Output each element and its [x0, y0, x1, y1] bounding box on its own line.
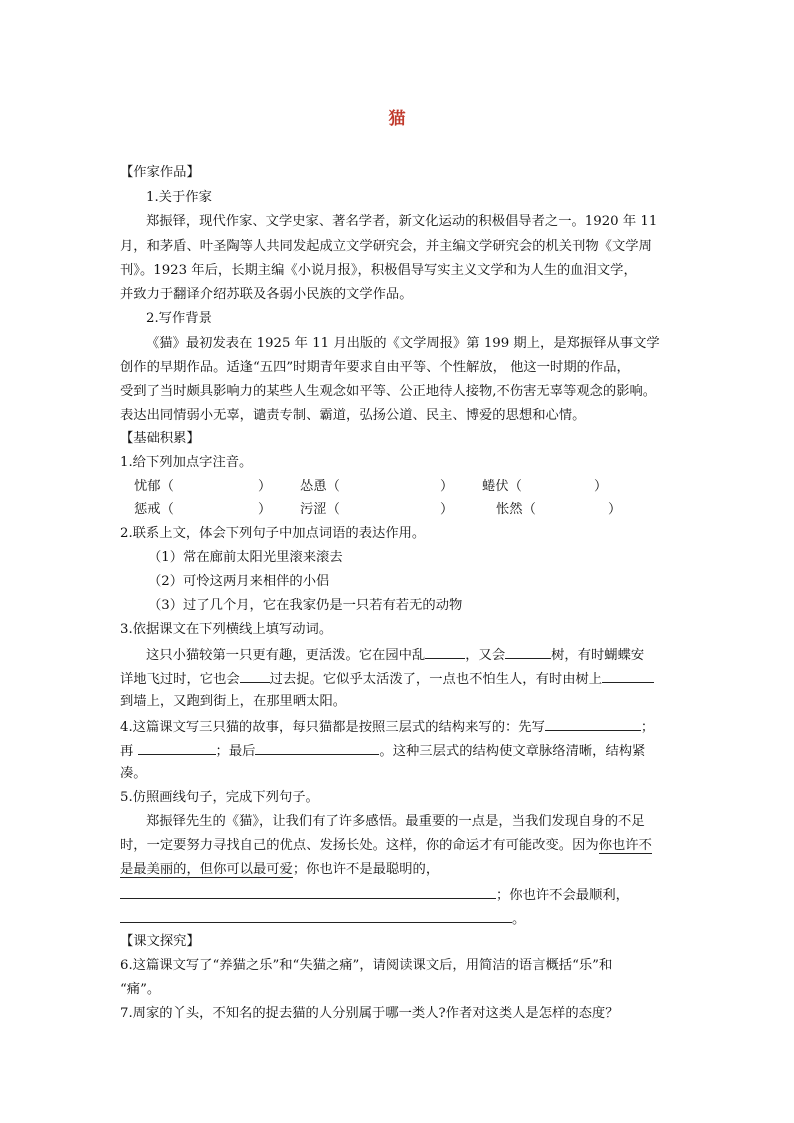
question-4-line: 凑。: [120, 766, 147, 781]
question-2: 2.联系上文，体会下列句子中加点词语的表达作用。: [120, 526, 426, 541]
question-5-text: 时，一定要努力寻找自己的优点、发扬长处。这样，你的命运才有可能改变。因为: [120, 838, 599, 853]
background-paragraph-line: 表达出同情弱小无辜，谴责专制、霸道，弘扬公道、民主、博爱的思想和心情。: [120, 408, 586, 423]
pinyin-word: 蜷伏（: [482, 479, 522, 494]
author-paragraph-line: 月，和茅盾、叶圣陶等人共同发起成立文学研究会，并主编文学研究会的机关刊物《文学周: [120, 239, 652, 254]
pinyin-word: 污涩（: [300, 502, 340, 517]
question-3-text: 这只小猫较第一只更有趣，更活泼。它在园中乱: [146, 648, 426, 663]
section-author-works-heading: 【作家作品】: [120, 165, 200, 180]
question-5-text: 。: [512, 912, 526, 927]
question-1: 1.给下列加点字注音。: [120, 455, 253, 470]
subsection-about-author: 1.关于作家: [146, 190, 212, 205]
model-sentence-underlined: 你也许不: [598, 838, 652, 853]
model-sentence-underlined: 是最美丽的，但你可以最可爱: [120, 862, 293, 877]
answer-blank[interactable]: [240, 668, 270, 683]
question-4-text: 4.这篇课文写三只猫的故事，每只猫都是按照三层式的结构来写的：先写: [120, 720, 545, 735]
question-4-text: ；: [640, 720, 655, 735]
author-paragraph-line: 刊》。1923 年后，长期主编《小说月报》，积极倡导写实主义文学和为人生的血泪文学，: [120, 263, 637, 278]
pinyin-word: 怅然（: [496, 502, 536, 517]
question-5-text: ；你也许不会最顺利，: [496, 888, 629, 903]
pinyin-close: ）: [594, 479, 608, 494]
background-paragraph-line: 《猫》最初发表在 1925 年 11 月出版的《文学周报》第 199 期上，是郑振铎从事文学: [146, 336, 660, 351]
answer-blank[interactable]: [602, 668, 654, 683]
question-5-line: [120, 884, 629, 906]
question-4-line: [120, 716, 654, 738]
question-6-line: 6.这篇课文写了“养猫之乐”和“失猫之痛”，请阅读课文后，用简洁的语言概括“乐”和: [120, 958, 613, 973]
background-paragraph-line: 受到了当时颇具影响力的某些人生观念如平等、公正地待人接物,不伤害无辜等观念的影响。: [120, 384, 657, 399]
pinyin-word: 惩戒（: [134, 502, 174, 517]
pinyin-close: ）: [608, 502, 622, 517]
question-5-line: [120, 908, 525, 930]
answer-blank[interactable]: [138, 740, 216, 755]
question-4-text: 再: [120, 744, 138, 759]
page-title: 猫: [388, 109, 406, 129]
pinyin-close: ）: [258, 502, 272, 517]
question-5: 5.仿照画线句子，完成下列句子。: [120, 790, 319, 805]
pinyin-close: ）: [258, 479, 272, 494]
section-basics-heading: 【基础积累】: [120, 431, 200, 446]
question-2-item: （2）可怜这两月来相伴的小侣: [148, 574, 330, 589]
answer-blank[interactable]: [120, 884, 496, 899]
question-7: 7.周家的丫头，不知名的捉去猫的人分别属于哪一类人?作者对这类人是怎样的态度？: [120, 1006, 619, 1021]
pinyin-close: ）: [440, 502, 454, 517]
answer-blank[interactable]: [255, 740, 379, 755]
question-2-item: （1）常在廊前太阳光里滚来滚去: [148, 550, 343, 565]
question-3-text: 详地飞过时，它也会: [120, 672, 240, 687]
question-3-line: [120, 668, 654, 690]
question-5-text: ；你也许不是最聪明的，: [292, 862, 440, 877]
background-paragraph-line: 创作的早期作品。适逢“五四”时期青年要求自由平等、个性解放， 他这一时期的作品，: [120, 360, 630, 375]
question-4-text: 。这种三层式的结构使文章脉络清晰，结构紧: [379, 744, 646, 759]
question-3-text: ，又会: [465, 648, 506, 663]
author-paragraph-line: 郑振铎，现代作家、文学史家、著名学者，新文化运动的积极倡导者之一。1920 年 11: [146, 214, 658, 229]
author-paragraph-line: 并致力于翻译介绍苏联及各弱小民族的文学作品。: [120, 287, 413, 302]
question-4-line: [120, 740, 645, 762]
pinyin-close: ）: [440, 479, 454, 494]
section-exploration-heading: 【课文探究】: [120, 934, 200, 949]
question-5-line: [120, 860, 439, 880]
question-3: 3.依据课文在下列横线上填写动词。: [120, 622, 333, 637]
question-6-line: “痛”。: [120, 982, 161, 997]
subsection-background: 2.写作背景: [146, 311, 212, 326]
question-5-line: 郑振铎先生的《猫》，让我们有了许多感悟。最重要的一点是，当我们发现自身的不足: [146, 814, 645, 829]
question-3-line: 到墙上，又跑到街上，在那里晒太阳。: [120, 694, 347, 709]
answer-blank[interactable]: [505, 644, 551, 659]
answer-blank[interactable]: [545, 716, 641, 731]
question-2-item: （3）过了几个月，它在我家仍是一只若有若无的动物: [148, 598, 463, 613]
question-4-text: ；最后: [215, 744, 256, 759]
pinyin-word: 怂恿（: [300, 479, 340, 494]
pinyin-word: 忧郁（: [134, 479, 174, 494]
question-3-text: 过去捉。它似乎太活泼了，一点也不怕生人，有时由树上: [269, 672, 603, 687]
answer-blank[interactable]: [120, 908, 512, 923]
question-5-line: [120, 836, 652, 856]
question-3-text: 树，有时蝴蝶安: [551, 648, 645, 663]
question-3-line: [146, 644, 644, 666]
answer-blank[interactable]: [425, 644, 465, 659]
